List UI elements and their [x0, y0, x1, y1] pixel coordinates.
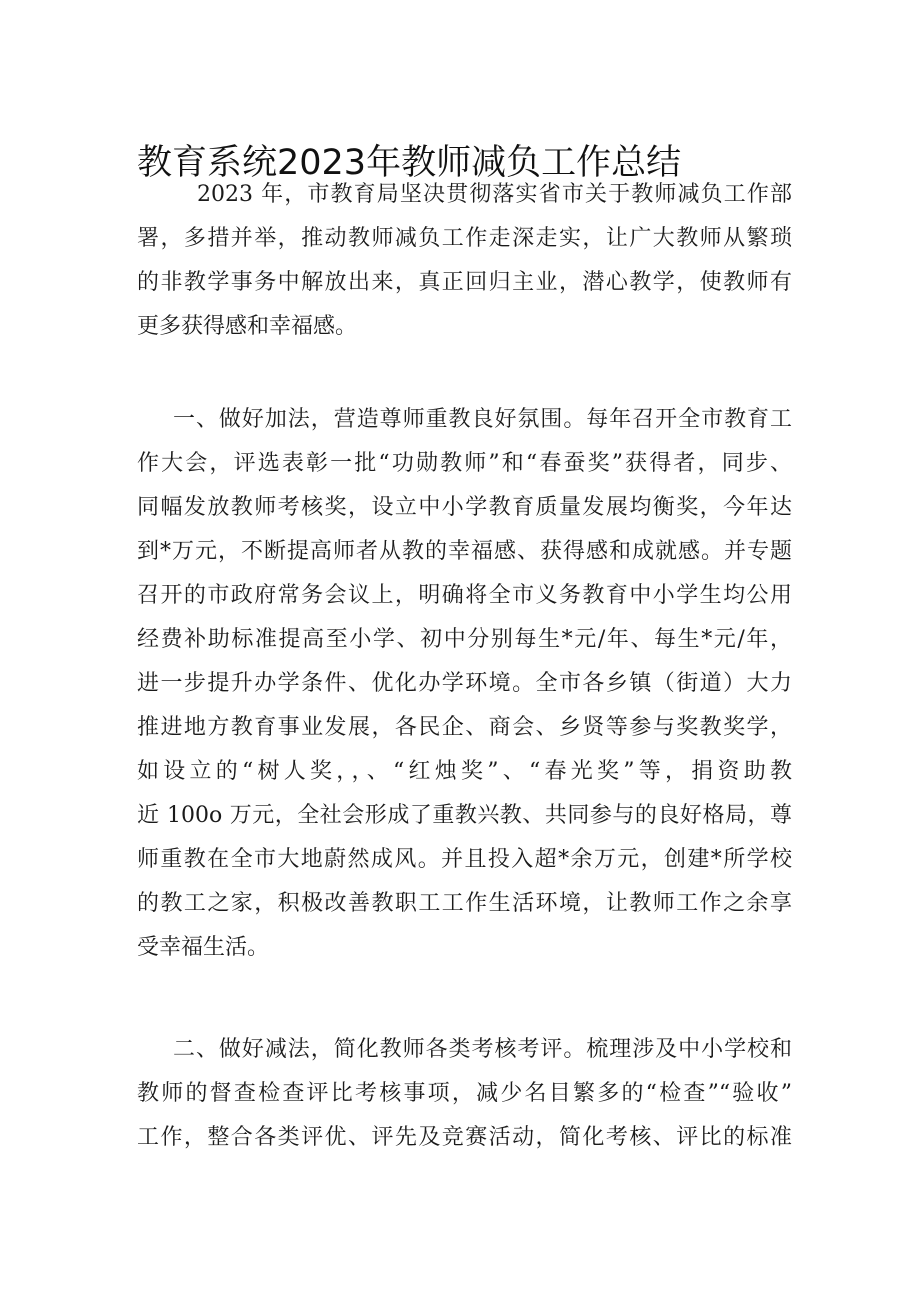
text-line: 召开的市政府常务会议上，明确将全市义务教育中小学生均公用 — [137, 583, 792, 608]
text-line: 的教工之家，积极改善教职工工作生活环境，让教师工作之余享 — [137, 891, 792, 916]
text-line: 受幸福生活。 — [137, 935, 270, 960]
text-line: 到*万元，不断提高师者从教的幸福感、获得感和成就感。并专题 — [137, 539, 792, 564]
text-line: 同幅发放教师考核奖，设立中小学教育质量发展均衡奖，今年达 — [137, 495, 792, 520]
text-line: 二、做好减法，简化教师各类考核考评。梳理涉及中小学校和 — [173, 1037, 792, 1062]
text-line: 2023 年，市教育局坚决贯彻落实省市关于教师减负工作部 — [197, 182, 792, 207]
text-line: 如设立的“树人奖，，、“红烛奖”、“春光奖”等，捐资助教 — [137, 759, 792, 784]
text-line: 工作，整合各类评优、评先及竞赛活动，简化考核、评比的标准 — [137, 1125, 792, 1150]
text-line: 一、做好加法，营造尊师重教良好氛围。每年召开全市教育工 — [173, 407, 792, 432]
paragraph-section-two — [137, 1028, 792, 1160]
text-line: 经费补助标准提高至小学、初中分别每生*元/年、每生*元/年， — [137, 627, 792, 652]
text-line: 进一步提升办学条件、优化办学环境。全市各乡镇（街道）大力 — [137, 671, 792, 696]
text-line: 作大会，评选表彰一批“功勋教师”和“春蚕奖”获得者，同步、 — [137, 451, 792, 476]
text-line: 更多获得感和幸福感。 — [137, 314, 358, 339]
text-line: 教师的督查检查评比考核事项，减少名目繁多的“检查”“验收” — [137, 1081, 792, 1106]
document-title: 教育系统2023年教师减负工作总结 — [137, 143, 682, 183]
text-line: 推进地方教育事业发展，各民企、商会、乡贤等参与奖教奖学， — [137, 715, 792, 740]
text-line: 师重教在全市大地蔚然成风。并且投入超*余万元，创建*所学校 — [137, 847, 792, 872]
paragraph-section-one — [137, 398, 792, 970]
text-line: 的非教学事务中解放出来，真正回归主业，潜心教学，使教师有 — [137, 270, 792, 295]
text-line: 署，多措并举，推动教师减负工作走深走实，让广大教师从繁琐 — [137, 226, 792, 251]
text-line: 近 100o 万元，全社会形成了重教兴教、共同参与的良好格局，尊 — [137, 803, 792, 828]
paragraph-intro — [137, 173, 792, 349]
